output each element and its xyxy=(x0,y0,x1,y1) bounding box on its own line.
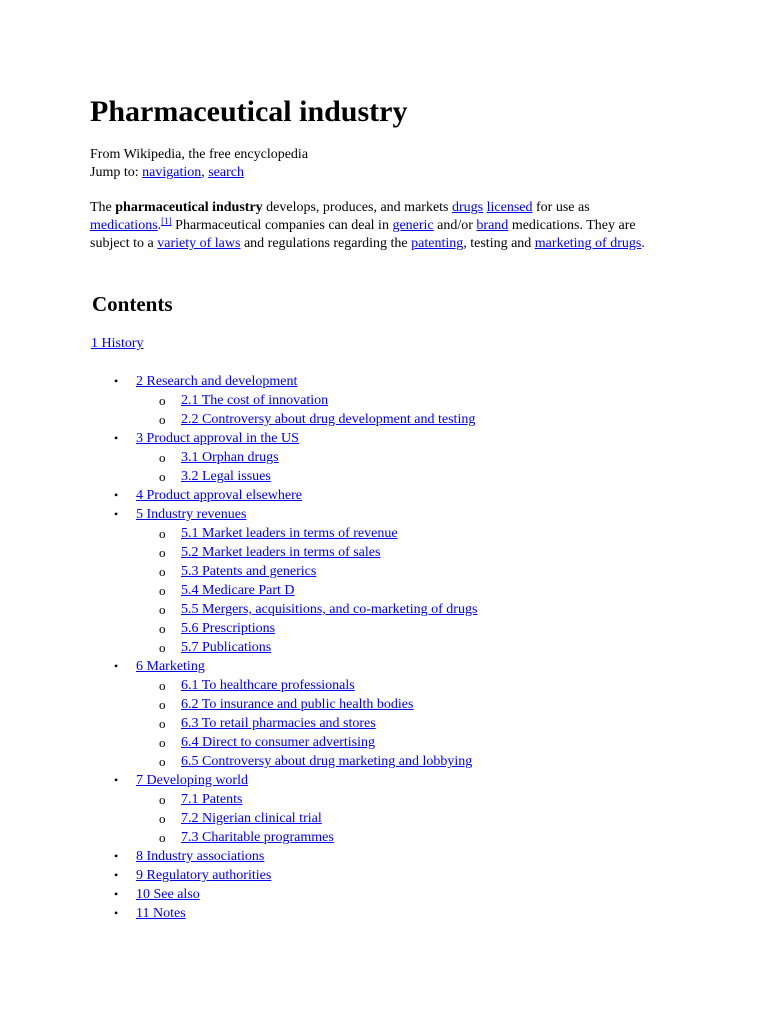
article-subtitle xyxy=(90,146,308,182)
toc-subitem xyxy=(136,448,691,467)
toc-link[interactable]: 6 Marketing xyxy=(136,659,205,674)
toc-subitem xyxy=(136,391,691,410)
intro-text: develops, produces, and markets xyxy=(262,200,452,215)
toc-subitem xyxy=(136,410,691,429)
toc-item xyxy=(91,904,691,923)
circle-bullet-icon: o xyxy=(159,602,166,617)
toc-subitem xyxy=(136,695,691,714)
bullet-icon: • xyxy=(114,906,119,920)
bullet-icon: • xyxy=(114,868,119,882)
toc-sublink[interactable]: 7.2 Nigerian clinical trial xyxy=(181,811,322,826)
toc-sublist xyxy=(136,524,691,657)
toc-sublink[interactable]: 5.7 Publications xyxy=(181,640,272,655)
bullet-icon: • xyxy=(114,773,119,787)
circle-bullet-icon: o xyxy=(159,830,166,845)
link-marketing-of-drugs[interactable]: marketing of drugs xyxy=(534,236,642,251)
toc-subitem xyxy=(136,733,691,752)
toc-sublist xyxy=(136,676,691,771)
circle-bullet-icon: o xyxy=(159,412,166,427)
bullet-icon: • xyxy=(114,374,119,388)
toc-sublink[interactable]: 5.4 Medicare Part D xyxy=(181,583,295,598)
toc-link-history[interactable]: 1 History xyxy=(91,336,144,351)
toc-sublink[interactable]: 3.1 Orphan drugs xyxy=(181,450,279,465)
toc-item xyxy=(91,771,691,847)
jump-to-label: Jump to: xyxy=(90,165,139,180)
toc-item xyxy=(91,486,691,505)
toc-subitem xyxy=(136,714,691,733)
toc-sublink[interactable]: 5.1 Market leaders in terms of revenue xyxy=(181,526,398,541)
toc-subitem xyxy=(136,524,691,543)
circle-bullet-icon: o xyxy=(159,735,166,750)
toc-sublist xyxy=(136,391,691,429)
toc-subitem xyxy=(136,619,691,638)
toc-subitem xyxy=(136,581,691,600)
intro-bold-term: pharmaceutical industry xyxy=(115,200,263,215)
link-patenting[interactable]: patenting xyxy=(411,236,464,251)
intro-text: . xyxy=(641,236,645,251)
bullet-icon: • xyxy=(114,431,119,445)
toc-subitem xyxy=(136,543,691,562)
toc-link[interactable]: 9 Regulatory authorities xyxy=(136,868,272,883)
toc-sublink[interactable]: 2.2 Controversy about drug development and testing xyxy=(181,412,476,427)
circle-bullet-icon: o xyxy=(159,754,166,769)
toc-item xyxy=(91,429,691,486)
link-generic[interactable]: generic xyxy=(392,218,434,233)
bullet-icon: • xyxy=(114,659,119,673)
circle-bullet-icon: o xyxy=(159,716,166,731)
intro-text: The xyxy=(90,200,116,215)
toc-subitem xyxy=(136,790,691,809)
toc-sublink[interactable]: 5.5 Mergers, acquisitions, and co-marketing of drugs xyxy=(181,602,478,617)
toc-sublink[interactable]: 6.3 To retail pharmacies and stores xyxy=(181,716,376,731)
intro-text: medications. They are subject to a xyxy=(90,218,636,251)
jump-separator: , xyxy=(201,165,205,180)
toc-item xyxy=(91,847,691,866)
bullet-icon: • xyxy=(114,488,119,502)
toc-link[interactable]: 8 Industry associations xyxy=(136,849,265,864)
bullet-icon: • xyxy=(114,849,119,863)
toc-sublink[interactable]: 2.1 The cost of innovation xyxy=(181,393,329,408)
reference-1-link[interactable]: [1] xyxy=(161,216,172,226)
toc-item xyxy=(91,885,691,904)
table-of-contents xyxy=(91,372,691,923)
link-drugs[interactable]: drugs xyxy=(452,200,484,215)
toc-sublink[interactable]: 7.3 Charitable programmes xyxy=(181,830,334,845)
toc-subitem xyxy=(136,562,691,581)
link-licensed[interactable]: licensed xyxy=(486,200,533,215)
toc-item xyxy=(91,866,691,885)
toc-subitem xyxy=(136,752,691,771)
circle-bullet-icon: o xyxy=(159,583,166,598)
intro-text: . xyxy=(157,218,162,233)
toc-subitem xyxy=(136,600,691,619)
link-brand[interactable]: brand xyxy=(476,218,509,233)
contents-heading: Contents xyxy=(92,292,173,316)
circle-bullet-icon: o xyxy=(159,640,166,655)
bullet-icon: • xyxy=(114,887,119,901)
intro-text: and regulations regarding the xyxy=(240,236,412,251)
link-medications[interactable]: medications xyxy=(90,218,158,233)
circle-bullet-icon: o xyxy=(159,393,166,408)
toc-subitem xyxy=(136,467,691,486)
toc-link[interactable]: 5 Industry revenues xyxy=(136,507,247,522)
circle-bullet-icon: o xyxy=(159,469,166,484)
toc-sublink[interactable]: 6.1 To healthcare professionals xyxy=(181,678,355,693)
intro-text: Pharmaceutical companies can deal in xyxy=(171,218,393,233)
toc-sublink[interactable]: 6.2 To insurance and public health bodies xyxy=(181,697,414,712)
toc-item xyxy=(91,505,691,657)
toc-item-history xyxy=(91,335,144,353)
page-title: Pharmaceutical industry xyxy=(90,95,408,128)
intro-text: , testing and xyxy=(463,236,535,251)
circle-bullet-icon: o xyxy=(159,792,166,807)
toc-link[interactable]: 2 Research and development xyxy=(136,374,298,389)
toc-subitem xyxy=(136,809,691,828)
toc-item xyxy=(91,372,691,429)
intro-paragraph xyxy=(90,199,660,253)
toc-sublist xyxy=(136,448,691,486)
toc-sublink[interactable]: 6.4 Direct to consumer advertising xyxy=(181,735,376,750)
toc-link[interactable]: 10 See also xyxy=(136,887,200,902)
circle-bullet-icon: o xyxy=(159,564,166,579)
toc-sublink[interactable]: 7.1 Patents xyxy=(181,792,243,807)
toc-sublink[interactable]: 6.5 Controversy about drug marketing and lobbying xyxy=(181,754,473,769)
circle-bullet-icon: o xyxy=(159,545,166,560)
jump-search-link[interactable]: search xyxy=(208,165,244,180)
toc-link[interactable]: 4 Product approval elsewhere xyxy=(136,488,302,503)
toc-sublink[interactable]: 5.3 Patents and generics xyxy=(181,564,317,579)
jump-to-line xyxy=(90,164,308,182)
toc-subitem xyxy=(136,676,691,695)
circle-bullet-icon: o xyxy=(159,811,166,826)
toc-sublink[interactable]: 5.6 Prescriptions xyxy=(181,621,276,636)
toc-link[interactable]: 7 Developing world xyxy=(136,773,248,788)
circle-bullet-icon: o xyxy=(159,450,166,465)
intro-text: for use as xyxy=(532,200,590,215)
tagline: From Wikipedia, the free encyclopedia xyxy=(90,147,309,162)
circle-bullet-icon: o xyxy=(159,678,166,693)
bullet-icon: • xyxy=(114,507,119,521)
toc-link[interactable]: 3 Product approval in the US xyxy=(136,431,299,446)
circle-bullet-icon: o xyxy=(159,526,166,541)
toc-subitem xyxy=(136,828,691,847)
toc-sublink[interactable]: 3.2 Legal issues xyxy=(181,469,271,484)
circle-bullet-icon: o xyxy=(159,697,166,712)
link-variety-of-laws[interactable]: variety of laws xyxy=(157,236,241,251)
circle-bullet-icon: o xyxy=(159,621,166,636)
toc-sublist xyxy=(136,790,691,847)
jump-navigation-link[interactable]: navigation xyxy=(142,165,202,180)
toc-subitem xyxy=(136,638,691,657)
toc-link[interactable]: 11 Notes xyxy=(136,906,186,921)
toc-sublink[interactable]: 5.2 Market leaders in terms of sales xyxy=(181,545,381,560)
toc-item xyxy=(91,657,691,771)
intro-text: and/or xyxy=(433,218,477,233)
